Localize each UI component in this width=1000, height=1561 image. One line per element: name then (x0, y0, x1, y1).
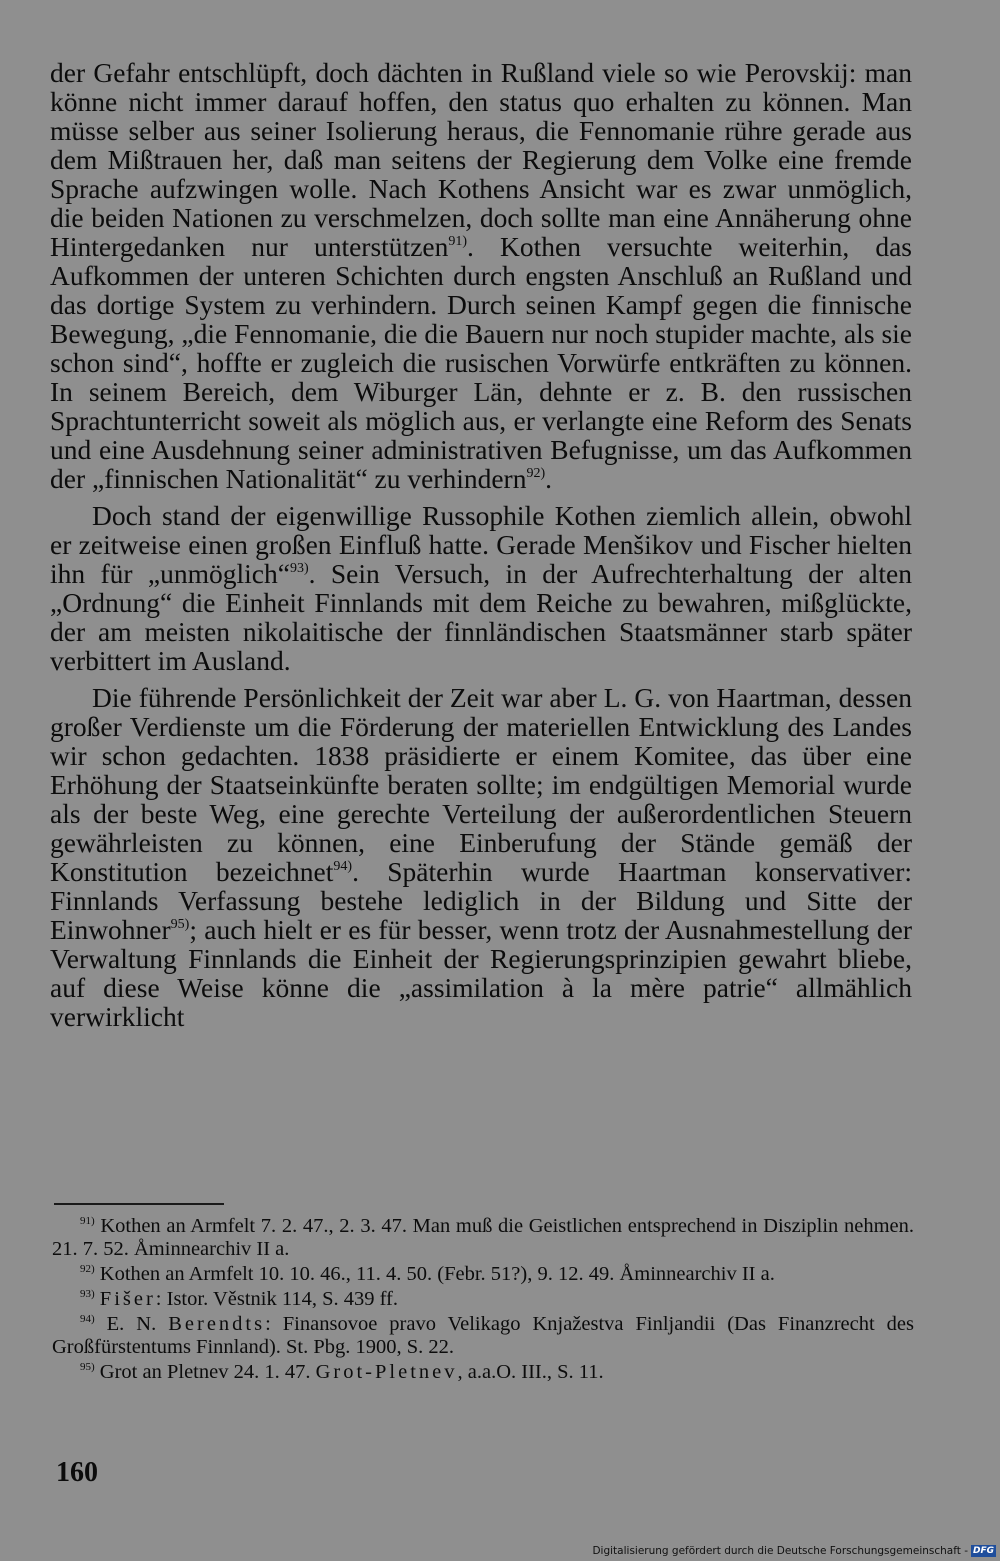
author-name: Fišer (99, 1288, 156, 1310)
author-name: Berendts (168, 1313, 266, 1335)
footnote-marker: 95) (80, 1361, 95, 1373)
footnote-separator (54, 1203, 224, 1205)
footnote-reference: 94) (333, 859, 353, 874)
footnote-marker: 91) (80, 1215, 95, 1227)
footnote: $^{92)}$ Kothen an Armfelt 10. 10. 46., 11. 4. 50. (Febr. 51?), 9. 12. 49. Åminnearchiv II a. (80, 1263, 775, 1285)
body-paragraph: Die führende Persönlichkeit der Zeit war aber L. G. von Haartman, dessen großer Verdienste um die Förderung der materiellen Entwicklung des Landes wir schon gedachten. 1838 präsidierte er einem Komitee, das über eine Erhöhung der Staatseinkünfte beraten sollte; im endgültigen Memorial wurde als der beste Weg, eine gerechte Verteilung der außerordentlichen Steuern gewährleisten zu können, eine Einberufung der Stände gemäß der Konstitution bezeichnet$^{94)}$. Späterhin wurde Haartman konservativer: Finnlands Verfassung bestehe lediglich in der Bildung und Sitte der Einwohner$^{95)}$; auch hielt er es für besser, wenn trotz der Ausnahmestellung der Verwaltung Finnlands die Einheit der Regierungsprinzipien gewahrt bliebe, auf diese Weise könne die „assimilation à la mère patrie“ allmählich verwirklicht (50, 682, 913, 1032)
body-paragraph: der Gefahr entschlüpft, doch dächten in Rußland viele so wie Perovskij: man könne nicht immer darauf hoffen, den status quo erhalten zu können. Man müsse selber aus seiner Isolierung heraus, die Fennomanie rühre gerade aus dem Mißtrauen her, daß man seitens der Regierung dem Volke eine fremde Sprache aufzwingen wolle. Nach Kothens Ansicht war es zwar unmöglich, die beiden Nationen zu verschmelzen, doch sollte man eine Annäherung ohne Hintergedanken nur unterstützen$^{91)}$. Kothen versuchte weiterhin, das Aufkommen der unteren Schichten durch engsten Anschluß an Rußland und das dortige System zu verhindern. Durch seinen Kampf gegen die finnische Bewegung, „die Fennomanie, die die Bauern nur noch stupider machte, als sie schon sind“, hoffte er zugleich die rusischen Vorwürfe entkräften zu können. In seinem Bereich, dem Wiburger Län, dehnte er z. B. den russischen Sprachtunterricht soweit als möglich aus, er verlangte eine Reform des Senats und eine Ausdehnung seiner administrativen Befugnisse, um das Aufkommen der „finnischen Nationalität“ zu verhindern$^{92)}$. (50, 57, 912, 494)
dfg-logo: DFG (972, 1546, 994, 1556)
footnote-reference: 91) (448, 234, 468, 249)
footnote: $^{94)}$ E. N. Berendts: Finansovoe pravo Velikago Knjažestva Finljandii (Das Finanzrecht des Großfürstentums Finnland). St. Pbg. 1900, S. 22. (52, 1313, 914, 1358)
footnote-marker: 92) (80, 1263, 95, 1275)
footnotes (52, 1215, 914, 1386)
credit-text: Digitalisierung gefördert durch die Deutsche Forschungsgemeinschaft - (592, 1545, 968, 1557)
digitization-credit (592, 1545, 996, 1557)
main-text (50, 58, 912, 1031)
footnote-reference: 92) (526, 466, 546, 481)
author-name: Grot-Pletnev (315, 1361, 458, 1383)
body-paragraph: Doch stand der eigenwillige Russophile Kothen ziemlich allein, obwohl er zeitweise einen großen Einfluß hatte. Gerade Menšikov und Fischer hielten ihn für „unmöglich“$^{93)}$. Sein Versuch, in der Aufrechterhaltung der alten „Ordnung“ die Einheit Finnlands mit dem Reiche zu bewahren, mißglückte, der am meisten nikolaitische der finnländischen Staatsmänner starb später verbittert im Ausland. (50, 500, 912, 676)
footnote-reference: 93) (289, 561, 309, 576)
footnote-marker: 93) (80, 1288, 95, 1300)
footnote-marker: 94) (80, 1313, 95, 1325)
footnote: $^{93)}$ Fišer: Istor. Věstnik 114, S. 439 ff. (80, 1288, 399, 1310)
page-number: 160 (56, 1457, 98, 1488)
footnote: $^{95)}$ Grot an Pletnev 24. 1. 47. Grot-Pletnev, a.a.O. III., S. 11. (80, 1361, 604, 1383)
footnote-reference: 95) (170, 917, 190, 932)
footnote: $^{91)}$ Kothen an Armfelt 7. 2. 47., 2. 3. 47. Man muß die Geistlichen entsprechend in Disziplin nehmen. 21. 7. 52. Åminnearchiv II a. (52, 1215, 914, 1260)
